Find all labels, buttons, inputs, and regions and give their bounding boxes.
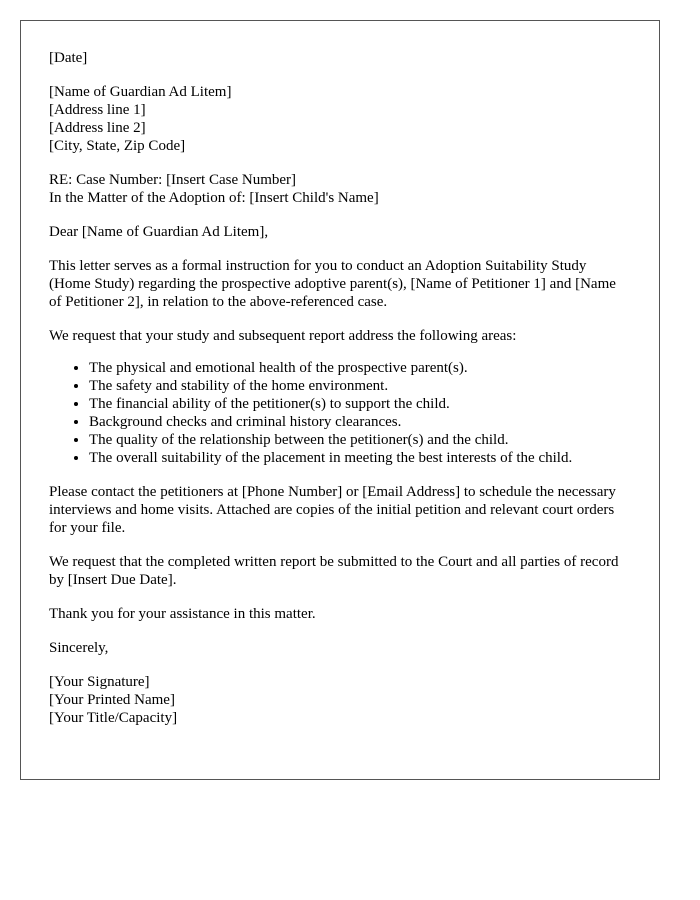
recipient-city-state-zip: [City, State, Zip Code] [49, 138, 186, 154]
recipient-address-line-2: [Address line 2] [49, 120, 146, 136]
printed-name: [Your Printed Name] [49, 692, 175, 708]
thanks-paragraph: Thank you for your assistance in this matter. [49, 606, 316, 622]
case-number-line: RE: Case Number: [Insert Case Number] [49, 172, 297, 188]
title-capacity: [Your Title/Capacity] [49, 710, 178, 726]
list-item: • The safety and stability of the home environment. [89, 377, 631, 395]
intro-paragraph: This letter serves as a formal instruction for you to conduct an Adoption Suitability Study (Home Study) regarding the prospective adoptive parent(s), [Name of Petitioner 1] and [Name of Petitioner 2], in relation to the above-referenced case. [49, 258, 616, 310]
list-item: • The physical and emotional health of the prospective parent(s). [89, 359, 631, 377]
contact-paragraph: Please contact the petitioners at [Phone Number] or [Email Address] to schedule the necessary interviews and home visits. Attached are copies of the initial petition and relevant court orders for your file. [49, 484, 616, 536]
signature-block [49, 673, 631, 727]
closing: Sincerely, [49, 640, 109, 656]
list-item: • The financial ability of the petitioner(s) to support the child. [89, 395, 631, 413]
recipient-address-line-1: [Address line 1] [49, 102, 146, 118]
list-item: • The quality of the relationship between the petitioner(s) and the child. [89, 431, 631, 449]
matter-line: In the Matter of the Adoption of: [Insert Child's Name] [49, 190, 379, 206]
list-item: • The overall suitability of the placement in meeting the best interests of the child. [89, 449, 631, 467]
list-item: • Background checks and criminal history clearances. [89, 413, 631, 431]
request-paragraph: We request that your study and subsequent report address the following areas: [49, 328, 517, 344]
letter-date: [Date] [49, 50, 88, 66]
salutation: Dear [Name of Guardian Ad Litem], [49, 224, 269, 240]
letter-document [20, 20, 660, 780]
signature-placeholder: [Your Signature] [49, 674, 150, 690]
study-areas-list [49, 359, 631, 467]
due-date-paragraph: We request that the completed written report be submitted to the Court and all parties of record by [Insert Due Date]. [49, 554, 619, 588]
recipient-name: [Name of Guardian Ad Litem] [49, 84, 232, 100]
reference-block [49, 171, 631, 207]
recipient-address-block [49, 83, 631, 155]
